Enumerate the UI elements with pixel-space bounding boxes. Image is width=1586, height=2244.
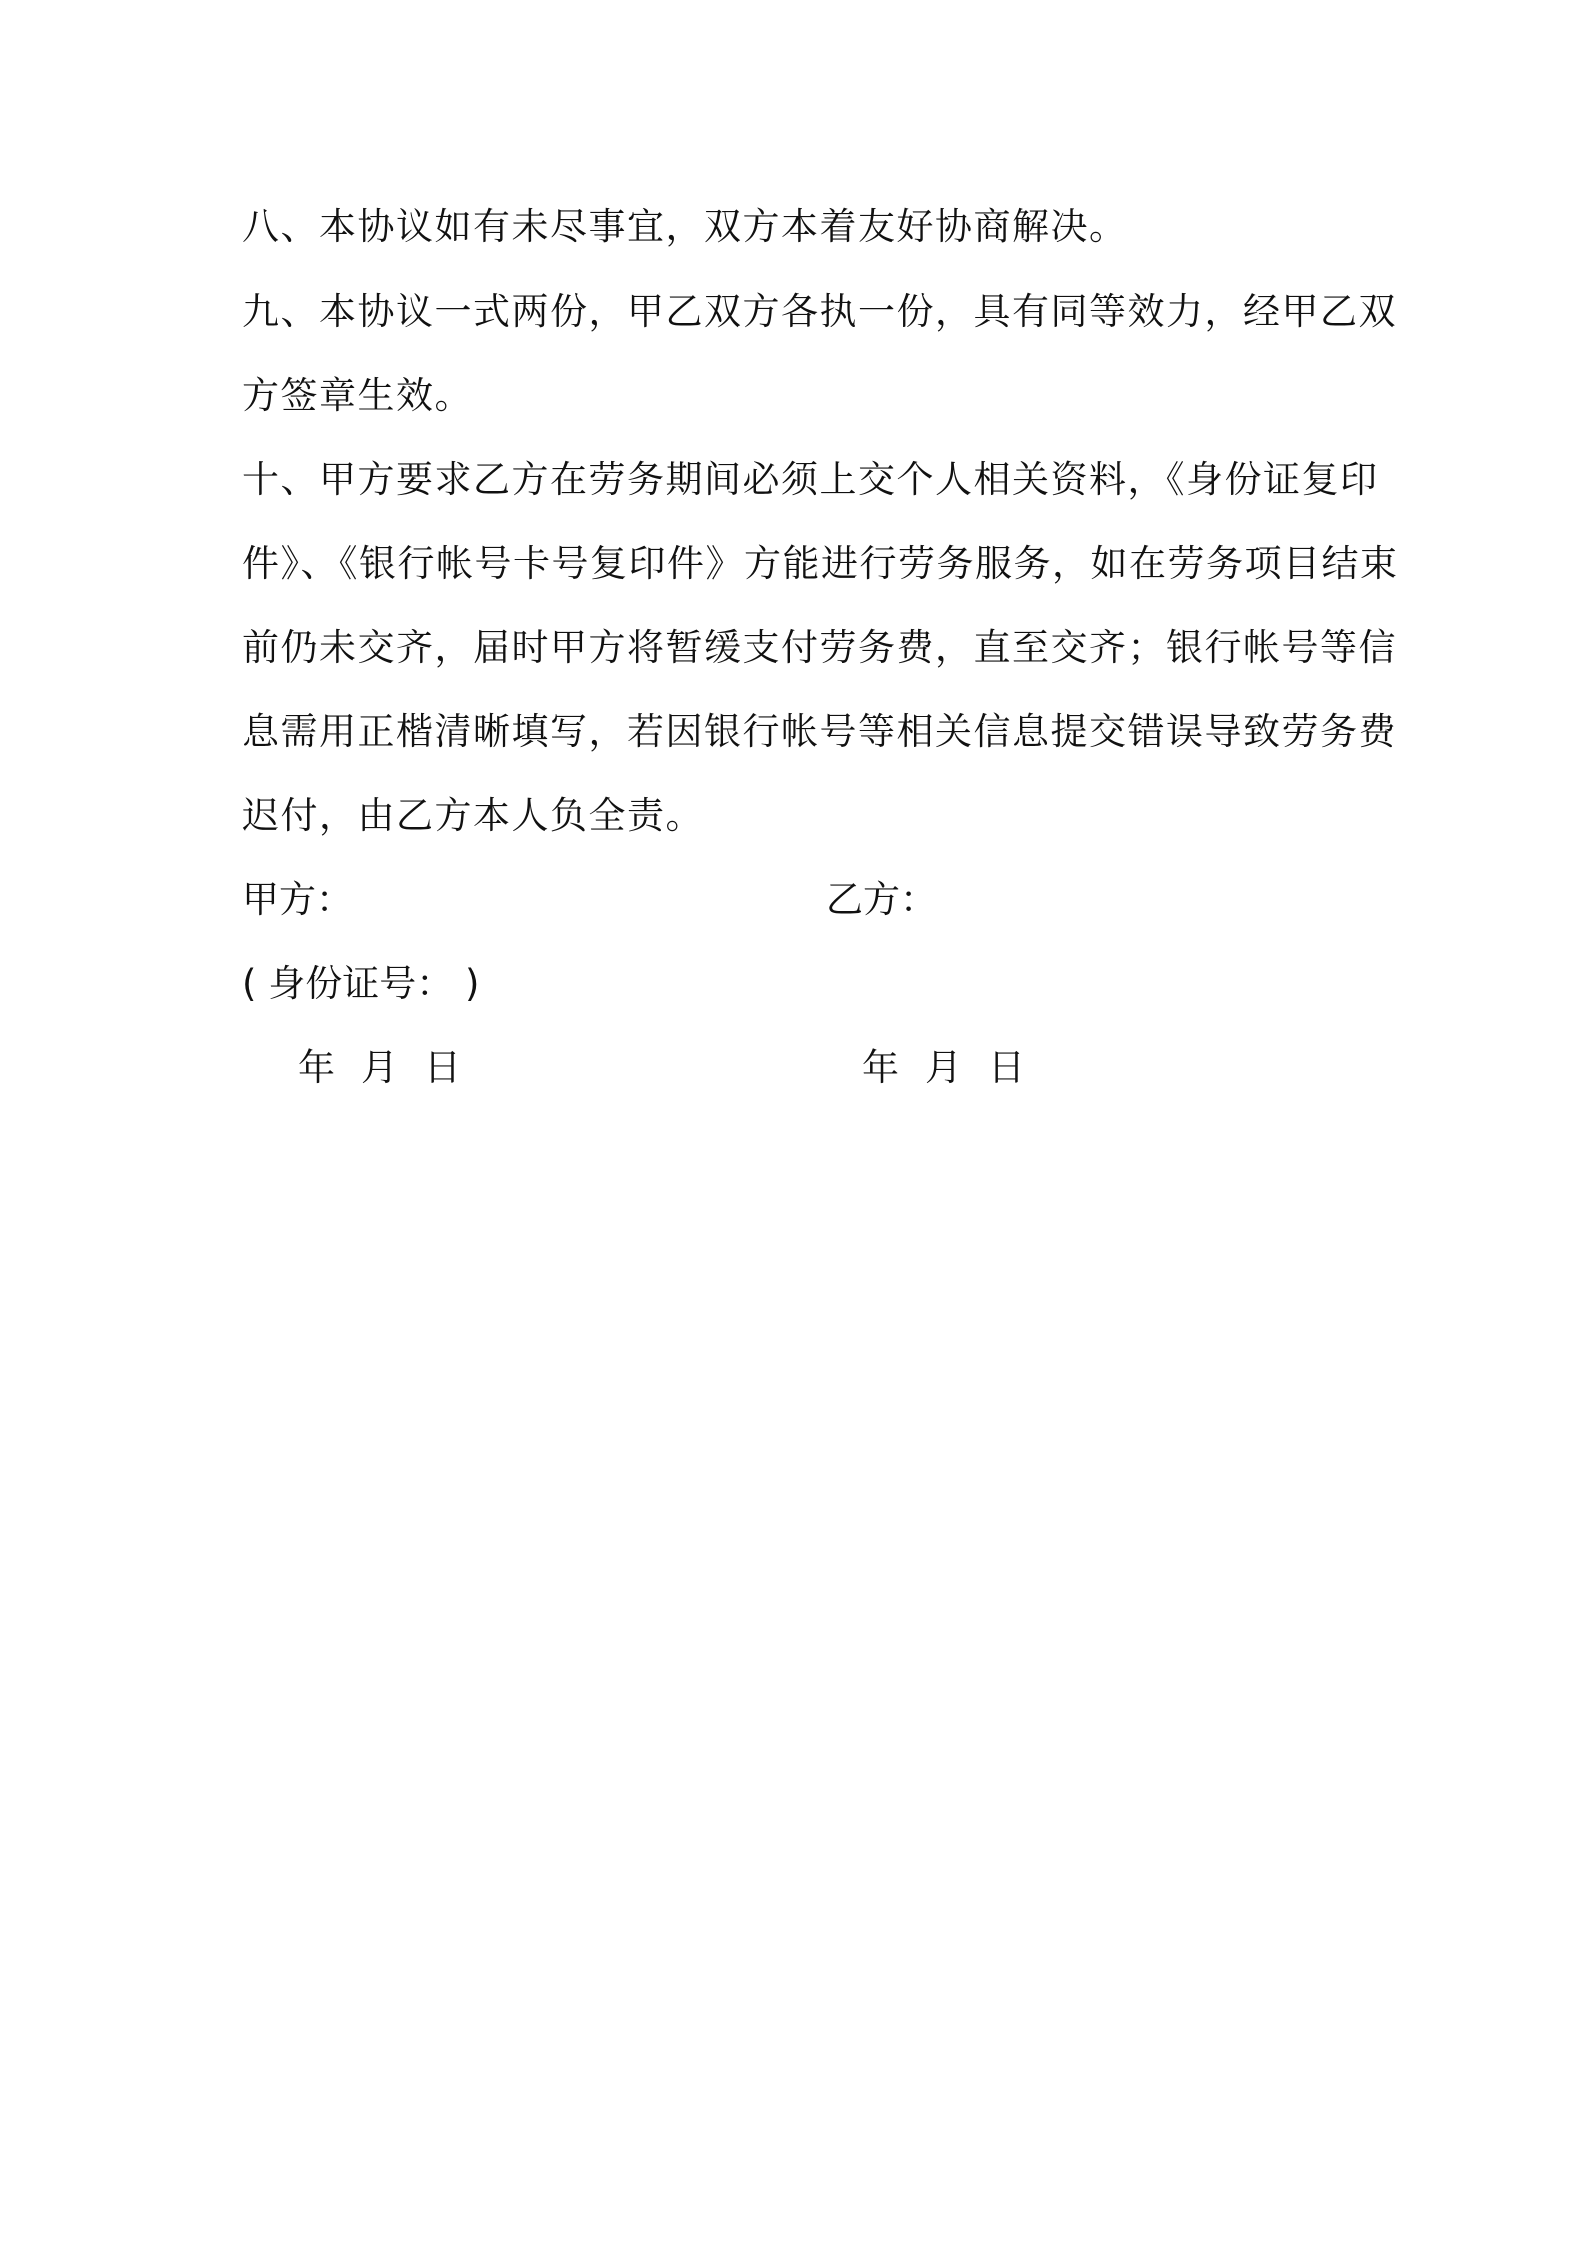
party-a-date-month: 月	[361, 1046, 398, 1089]
party-b-label: 乙方：	[826, 878, 937, 921]
party-a-date-day: 日	[424, 1046, 461, 1089]
party-b-date-year: 年	[862, 1046, 899, 1089]
clause-10-line-5: 迟付，由乙方本人负全责。	[242, 794, 704, 837]
clause-10-line-3: 前仍未交齐，届时甲方将暂缓支付劳务费，直至交齐；银行帐号等信	[242, 626, 1397, 669]
party-b-date-day: 日	[988, 1046, 1025, 1089]
party-a-date	[298, 1046, 487, 1090]
clause-10-line-1: 十、甲方要求乙方在劳务期间必须上交个人相关资料，《身份证复印	[242, 458, 1379, 501]
clause-10-line-2: 件》、《银行帐号卡号复印件》方能进行劳务服务，如在劳务项目结束	[242, 542, 1399, 585]
party-a-date-year: 年	[298, 1046, 335, 1089]
party-a-label: 甲方：	[242, 878, 353, 921]
clause-10-line-4: 息需用正楷清晰填写，若因银行帐号等相关信息提交错误导致劳务费	[242, 710, 1397, 753]
party-b-date-month: 月	[925, 1046, 962, 1089]
clause-9-line-1: 九、本协议一式两份，甲乙双方各执一份，具有同等效力，经甲乙双	[242, 290, 1397, 333]
party-b-date	[862, 1046, 1051, 1090]
id-number-label: ( 身份证号： )	[242, 962, 480, 1005]
clause-9-line-2: 方签章生效。	[242, 374, 473, 417]
clause-8-line-1: 八、本协议如有未尽事宜，双方本着友好协商解决。	[242, 205, 1128, 248]
